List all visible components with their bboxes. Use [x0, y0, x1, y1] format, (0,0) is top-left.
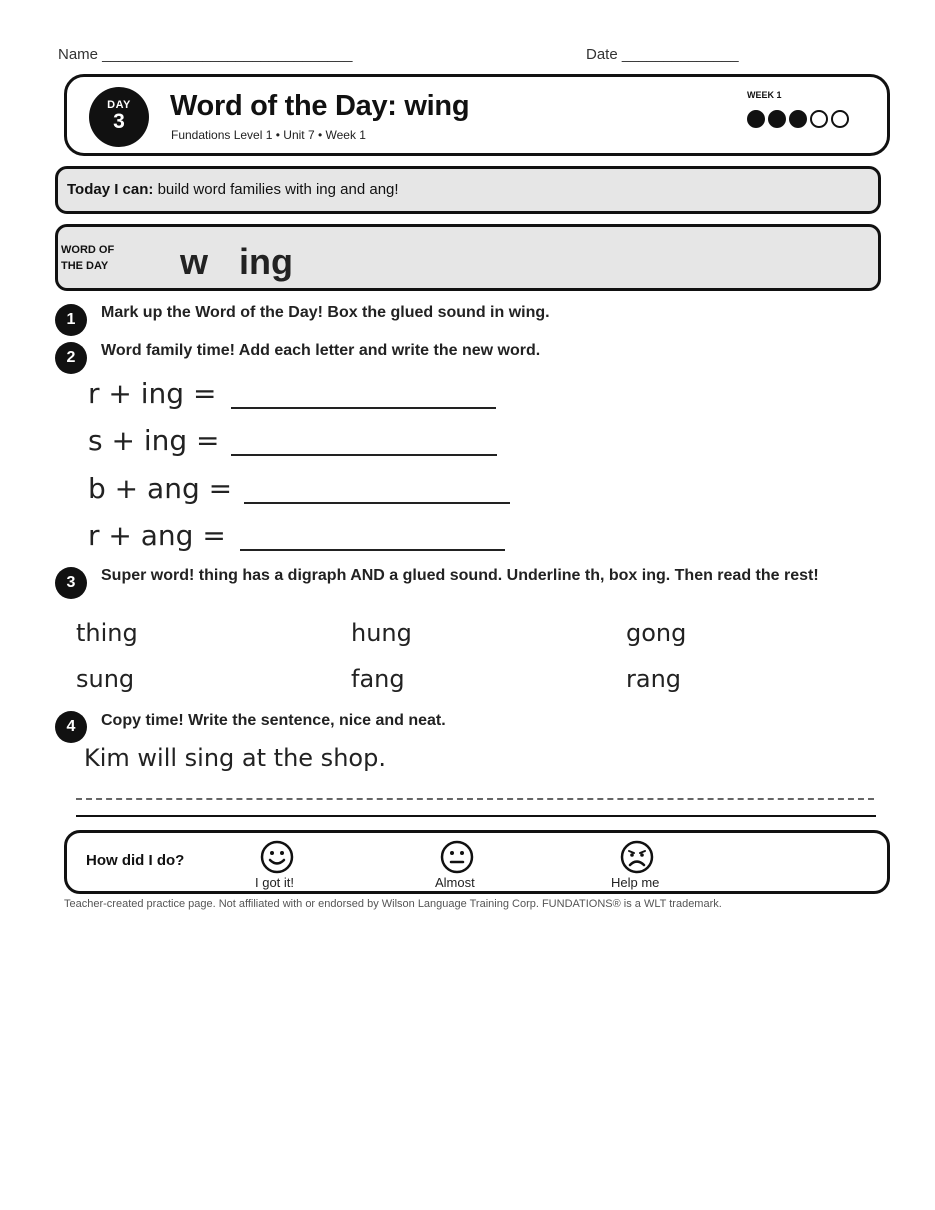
self-check-box: [64, 830, 890, 894]
word-item: hung: [351, 619, 412, 647]
progress-dot: [831, 110, 849, 128]
answer-blank-2[interactable]: [231, 454, 497, 456]
today-text: build word families with ing and ang!: [153, 181, 399, 198]
progress-dot: [810, 110, 828, 128]
progress-dot: [789, 110, 807, 128]
step-number-3: 3: [55, 567, 87, 599]
day-badge: [89, 87, 149, 147]
self-check-option-label: Help me: [611, 875, 660, 890]
today-objective: [67, 181, 399, 198]
step-2-instruction: Word family time! Add each letter and write the new word.: [101, 342, 541, 359]
word-of-day-label-line2: THE DAY: [61, 260, 109, 272]
step-3-instruction: Super word! thing has a digraph AND a glued sound. Underline th, box ing. Then read the rest!: [101, 567, 819, 584]
word-of-day-label: [61, 242, 141, 274]
equation-3: b + ang =: [88, 472, 233, 505]
equation-2: s + ing =: [88, 424, 220, 457]
sad-face-icon[interactable]: [620, 840, 654, 874]
self-check-label: How did I do?: [86, 852, 185, 869]
name-field[interactable]: Name ______________________________: [58, 46, 353, 63]
step-number-4: 4: [55, 711, 87, 743]
page-title: Word of the Day: wing: [170, 90, 470, 122]
word-item: sung: [76, 665, 135, 693]
word-of-day-onset: w: [180, 241, 209, 282]
page-subtitle: Fundations Level 1 • Unit 7 • Week 1: [171, 128, 366, 142]
word-item: gong: [626, 619, 687, 647]
step-number-1: 1: [55, 304, 87, 336]
footer-disclaimer: Teacher-created practice page. Not affiliated with or endorsed by Wilson Language Training Corp. FUNDATIONS® is a WLT trademark.: [64, 898, 722, 910]
writing-baseline[interactable]: [76, 815, 876, 817]
day-label: DAY: [107, 99, 131, 111]
word-item: thing: [76, 619, 138, 647]
equation-1: r + ing =: [88, 377, 217, 410]
word-of-day-box: [55, 224, 881, 291]
self-check-option-label: I got it!: [255, 875, 295, 890]
day-number: 3: [113, 110, 125, 133]
answer-blank-4[interactable]: [240, 549, 505, 551]
word-item: fang: [351, 665, 405, 693]
step-4-instruction: Copy time! Write the sentence, nice and neat.: [101, 712, 446, 729]
neutral-face-icon[interactable]: [440, 840, 474, 874]
date-field[interactable]: Date ______________: [586, 46, 739, 63]
equation-4: r + ang =: [88, 519, 226, 552]
answer-blank-3[interactable]: [244, 502, 510, 504]
today-prefix: Today I can:: [67, 181, 154, 198]
word-of-day-label-line1: WORD OF: [61, 244, 115, 256]
answer-blank-1[interactable]: [231, 407, 496, 409]
step-number-2: 2: [55, 342, 87, 374]
happy-face-icon[interactable]: [260, 840, 294, 874]
word-item: rang: [626, 665, 682, 693]
week-progress-dots: [747, 110, 849, 128]
self-check-option-label: Almost: [435, 875, 475, 890]
progress-dot: [768, 110, 786, 128]
week-label: WEEK 1: [747, 90, 782, 100]
copy-sentence: Kim will sing at the shop.: [84, 744, 386, 772]
step-1-instruction: Mark up the Word of the Day! Box the glued sound in wing.: [101, 304, 550, 321]
word-of-day-glued-sound: ing: [239, 241, 293, 282]
progress-dot: [747, 110, 765, 128]
writing-midline[interactable]: [76, 798, 874, 800]
